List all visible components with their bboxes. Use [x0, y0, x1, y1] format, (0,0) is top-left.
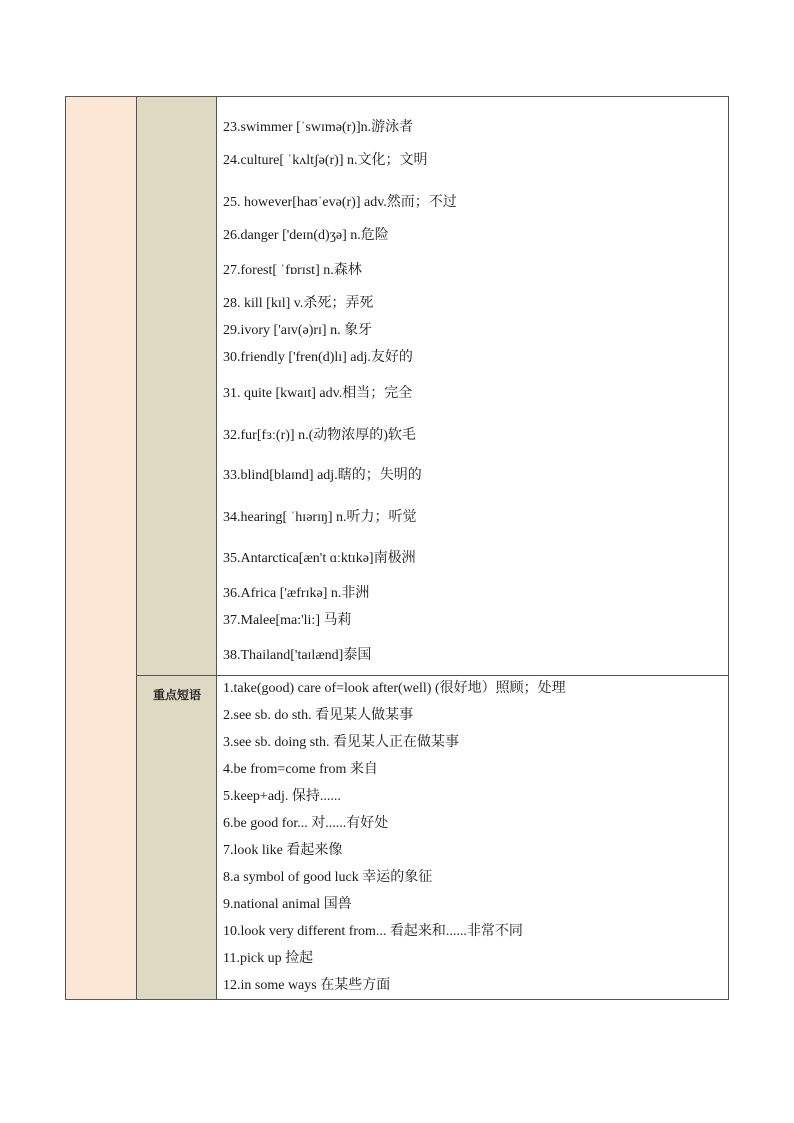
vocabulary-table [65, 96, 729, 1000]
phrase-entry: 4.be from=come from 来自 [223, 762, 378, 777]
vocab-entry: 37.Malee[ma:'li:] 马莉 [223, 613, 352, 628]
phrase-entry: 11.pick up 捡起 [223, 951, 314, 966]
vocab-entry: 31. quite [kwaɪt] adv.相当；完全 [223, 386, 413, 401]
phrase-entry: 3.see sb. doing sth. 看见某人正在做某事 [223, 735, 460, 750]
vocab-entry: 24.culture[ ˈkʌltʃə(r)] n.文化；文明 [223, 153, 428, 168]
phrase-entry: 10.look very different from... 看起来和......非常不同 [223, 924, 523, 939]
vocab-entry: 28. kill [kɪl] v.杀死；弄死 [223, 296, 374, 311]
vocab-entry: 30.friendly ['fren(d)lɪ] adj.友好的 [223, 350, 413, 365]
phrase-entry: 7.look like 看起来像 [223, 843, 343, 858]
phrase-entry: 9.national animal 国兽 [223, 897, 352, 912]
phrase-entry: 8.a symbol of good luck 幸运的象征 [223, 870, 433, 885]
vocab-entry: 32.fur[fɜː(r)] n.(动物浓厚的)软毛 [223, 428, 416, 443]
row-divider [217, 675, 728, 676]
category-cell-vocabulary [137, 97, 217, 675]
phrase-entry: 5.keep+adj. 保持...... [223, 789, 341, 804]
vocab-entry: 23.swimmer [ˈswɪmə(r)]n.游泳者 [223, 120, 414, 135]
vocab-entry: 25. however[haʊˈevə(r)] adv.然而；不过 [223, 195, 457, 210]
phrase-entry: 6.be good for... 对......有好处 [223, 816, 389, 831]
vocab-entry: 36.Africa ['æfrɪkə] n.非洲 [223, 586, 370, 601]
phrases-section-label: 重点短语 [152, 688, 201, 702]
category-cell-phrases [137, 675, 217, 999]
vocab-entry: 34.hearing[ ˈhɪərɪŋ] n.听力；听觉 [223, 510, 417, 525]
left-margin-column [66, 97, 137, 999]
vocab-entry: 29.ivory ['aɪv(ə)rɪ] n. 象牙 [223, 323, 373, 338]
phrase-entry: 1.take(good) care of=look after(well) (很好地）照顾；处理 [223, 681, 566, 696]
vocab-entry: 27.forest[ ˈfɒrɪst] n.森林 [223, 263, 362, 278]
phrase-entry: 2.see sb. do sth. 看见某人做某事 [223, 708, 414, 723]
phrase-entry: 12.in some ways 在某些方面 [223, 978, 391, 993]
vocab-entry: 26.danger ['deɪn(d)ʒə] n.危险 [223, 228, 389, 243]
vocab-entry: 33.blind[blaɪnd] adj.瞎的；失明的 [223, 468, 422, 483]
vocab-entry: 35.Antarctica[æn't ɑːktɪkə]南极洲 [223, 551, 416, 566]
vocab-entry: 38.Thailand['taɪlænd]泰国 [223, 648, 372, 663]
